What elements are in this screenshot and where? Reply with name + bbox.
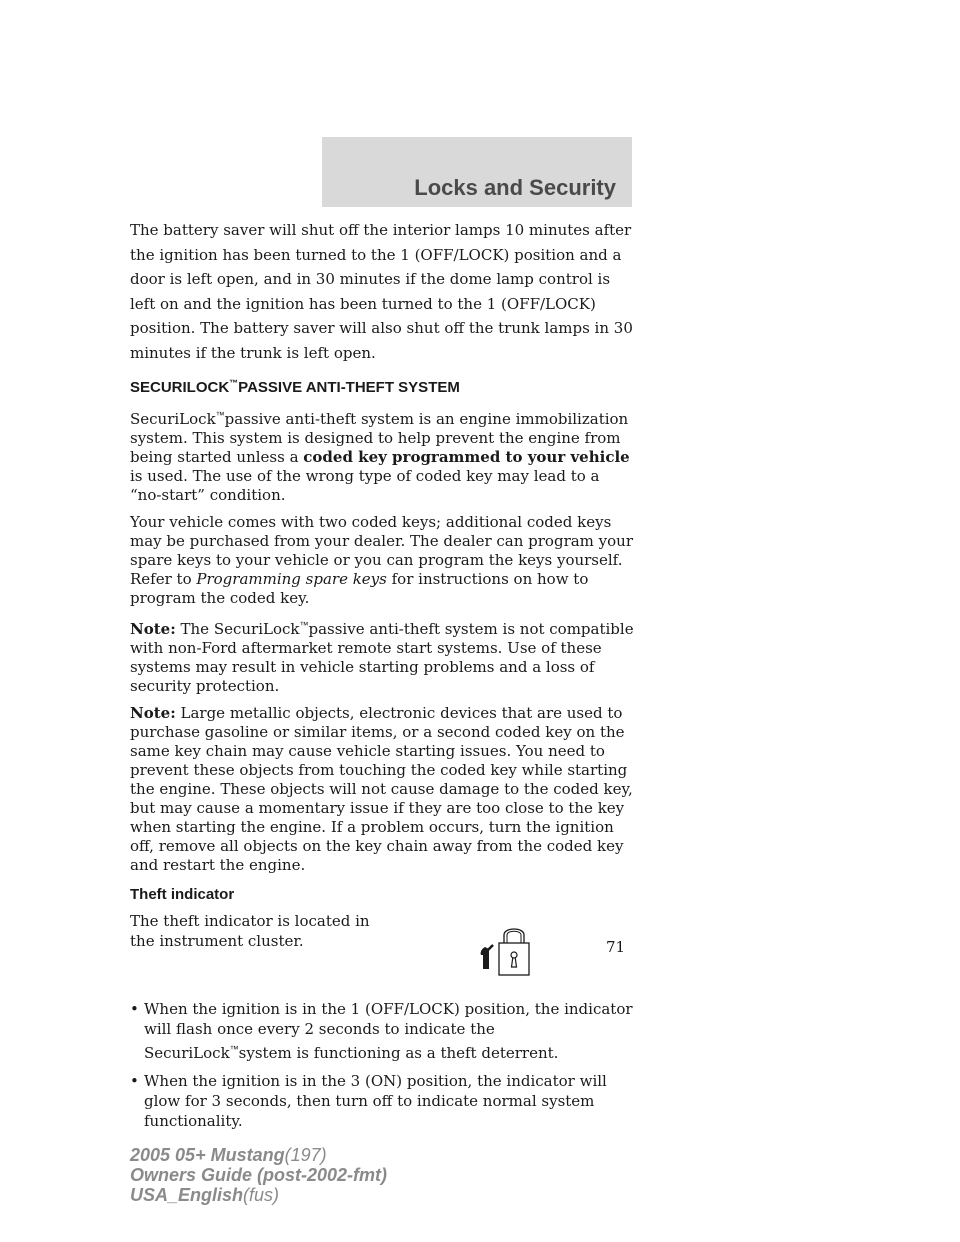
trademark-mark: ™ xyxy=(229,1044,239,1054)
list-item xyxy=(130,1071,635,1131)
trademark-mark: ™ xyxy=(299,620,309,630)
p1-c: is used. The use of the wrong type of coded key may lead to a “no-start” condition. xyxy=(130,467,600,504)
page-content xyxy=(130,218,635,1139)
header-band xyxy=(322,137,632,207)
theft-indicator-block xyxy=(130,911,635,991)
footer-line-3 xyxy=(130,1185,387,1205)
theft-indicator-icon xyxy=(477,919,537,979)
trademark-mark: ™ xyxy=(215,410,225,420)
document-footer xyxy=(130,1145,387,1205)
note1-a: The SecuriLock xyxy=(175,620,300,638)
note2-text: Large metallic objects, electronic devices that are used to purchase gasoline or similar items, or a second coded key on the same key chain may cause vehicle starting issues. You need to prevent these objects from touching the coded key while starting the engine. These objects will not cause damage to the coded key, but may cause a momentary issue if they are too close to the key when starting the engine. If a problem occurs, turn the ignition off, remove all objects on the key chain away from the coded key and restart the engine. xyxy=(130,704,633,874)
securilock-paragraph xyxy=(130,406,635,505)
footer-model: 2005 05+ Mustang xyxy=(130,1145,285,1165)
coded-keys-paragraph xyxy=(130,513,635,608)
programming-spare-keys-ref: Programming spare keys xyxy=(196,570,387,588)
list-item xyxy=(130,999,635,1063)
trademark-mark: ™ xyxy=(229,378,239,388)
note1-b: passive anti-theft system is not compatible with non-Ford aftermarket remote start systems. Use of these systems may result in vehicle starting problems and a loss of security protection. xyxy=(130,620,634,695)
bullet1-b: system is functioning as a theft deterrent. xyxy=(238,1044,559,1062)
footer-line-1 xyxy=(130,1145,387,1165)
page-header-title: Locks and Security xyxy=(414,175,616,200)
theft-indicator-heading: Theft indicator xyxy=(130,886,235,903)
footer-line-2 xyxy=(130,1165,387,1185)
section-heading-a: SECURILOCK xyxy=(130,379,230,396)
page-number: 71 xyxy=(606,938,626,956)
p1-a: SecuriLock xyxy=(130,410,216,428)
p1-bold: coded key programmed to your vehicle xyxy=(303,448,630,466)
theft-indicator-text: The theft indicator is located in the instrument cluster. xyxy=(130,912,370,950)
bullet-dot: • xyxy=(130,1072,139,1090)
note-label: Note: xyxy=(130,620,176,638)
footer-language-code: (fus) xyxy=(243,1185,280,1205)
note-remote-start xyxy=(130,616,635,696)
section-heading-b: PASSIVE ANTI-THEFT SYSTEM xyxy=(238,379,460,396)
indicator-bullet-list xyxy=(130,999,635,1131)
footer-model-code: (197) xyxy=(284,1145,327,1165)
footer-language: USA_English xyxy=(130,1185,244,1205)
section-heading xyxy=(130,373,635,398)
bullet1-a: When the ignition is in the 1 (OFF/LOCK) position, the indicator will flash once every 2 seconds to indicate the SecuriLock xyxy=(144,1000,633,1062)
bullet-dot: • xyxy=(130,1000,139,1018)
p1-b: passive anti-theft system is an engine immobilization system. This system is designed to help prevent the engine from being started unless a xyxy=(130,410,629,466)
note-label: Note: xyxy=(130,704,176,722)
footer-guide: Owners Guide (post-2002-fmt) xyxy=(130,1165,388,1185)
intro-paragraph: The battery saver will shut off the interior lamps 10 minutes after the ignition has been turned to the 1 (OFF/LOCK) position and a door is left open, and in 30 minutes if the dome lamp control is left on and the ignition has been turned to the 1 (OFF/LOCK) position. The battery saver will also shut off the trunk lamps in 30 minutes if the trunk is left open. xyxy=(130,221,633,362)
bullet2-text: When the ignition is in the 3 (ON) position, the indicator will glow for 3 seconds, then turn off to indicate normal system functionality. xyxy=(144,1072,607,1130)
p2-b: for instructions on how to program the coded key. xyxy=(130,570,589,607)
p2-a: Your vehicle comes with two coded keys; additional coded keys may be purchased from your dealer. The dealer can program your spare keys to your vehicle or you can program the keys yourself. Refer to xyxy=(130,513,634,588)
note-metallic-objects xyxy=(130,704,635,875)
